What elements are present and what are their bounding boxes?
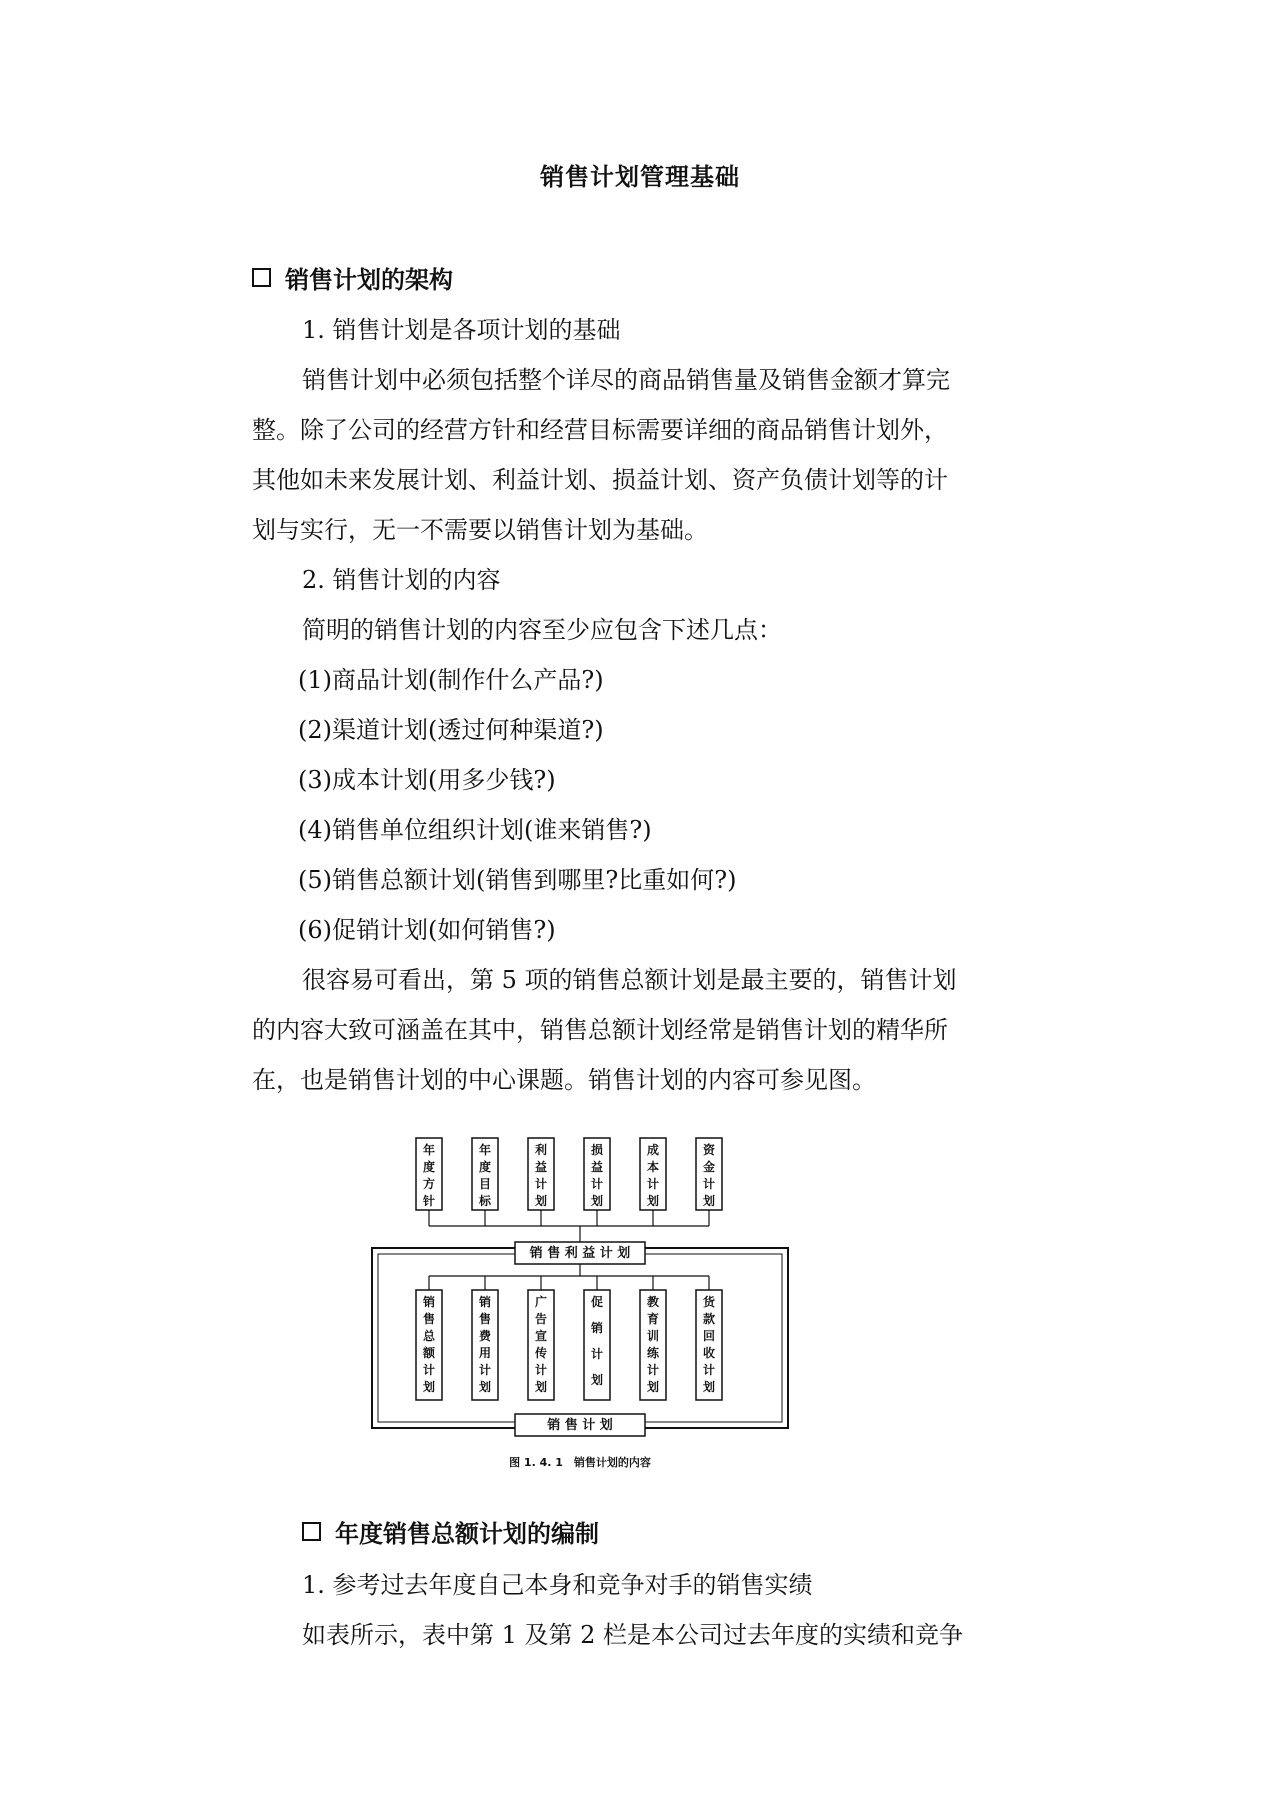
page-title: 销售计划管理基础 — [540, 163, 740, 191]
sub-box-char: 额 — [422, 1346, 436, 1360]
top-box-char: 计 — [702, 1177, 716, 1191]
sub-box-char: 育 — [646, 1312, 660, 1326]
top-box-char: 益 — [590, 1160, 604, 1174]
top-box-char: 成 — [646, 1143, 660, 1157]
top-box-char: 年 — [422, 1143, 436, 1157]
paragraph-line: 整。除了公司的经营方针和经营目标需要详细的商品销售计划外， — [252, 416, 948, 444]
sales-plan-diagram — [360, 1130, 800, 1490]
section-heading-annual — [302, 1514, 599, 1549]
sub-box-char: 收 — [702, 1346, 716, 1360]
sub-box-char: 售 — [478, 1312, 492, 1326]
sub-box-char: 划 — [478, 1380, 492, 1394]
sub-box-char: 费 — [478, 1329, 492, 1343]
sub-box-char: 宣 — [534, 1329, 548, 1343]
sub-box-char: 训 — [646, 1329, 660, 1343]
sub-box-char: 款 — [702, 1312, 716, 1326]
top-box-char: 计 — [646, 1177, 660, 1191]
sub-box-char: 划 — [422, 1380, 436, 1394]
subsection-label-past: 1. 参考过去年度自己本身和竞争对手的销售实绩 — [302, 1571, 813, 1599]
top-box-char: 资 — [702, 1143, 716, 1157]
sub-box-char: 销 — [422, 1295, 436, 1309]
checkbox-icon — [302, 1522, 321, 1541]
paragraph-line: 如表所示，表中第 1 及第 2 栏是本公司过去年度的实绩和竞争 — [302, 1621, 964, 1649]
diagram-svg — [360, 1130, 800, 1490]
top-box-char: 划 — [590, 1194, 604, 1208]
top-box-char: 计 — [534, 1177, 548, 1191]
list-item: (1)商品计划(制作什么产品?) — [298, 666, 604, 694]
section-heading-architecture — [252, 260, 453, 295]
top-connectors — [429, 1210, 709, 1242]
sub-box-char: 计 — [646, 1363, 660, 1377]
top-box-char: 益 — [534, 1160, 548, 1174]
sub-box-char: 计 — [590, 1347, 604, 1361]
middle-box-label: 销 售 利 益 计 划 — [529, 1246, 631, 1261]
sub-box-char: 货 — [702, 1295, 716, 1309]
top-box-char: 年 — [478, 1143, 492, 1157]
top-box-char: 金 — [702, 1160, 716, 1174]
bottom-box-label: 销 售 计 划 — [547, 1418, 613, 1433]
sub-box-char: 计 — [534, 1363, 548, 1377]
sub-box-char: 回 — [702, 1329, 716, 1343]
sub-connectors — [429, 1264, 709, 1290]
list-item: (3)成本计划(用多少钱?) — [298, 766, 556, 794]
top-box-char: 利 — [534, 1143, 548, 1157]
subsection-label-basis: 1. 销售计划是各项计划的基础 — [302, 316, 621, 344]
sub-box-char: 计 — [478, 1363, 492, 1377]
sub-box-char: 促 — [590, 1295, 604, 1309]
top-box-char: 划 — [702, 1194, 716, 1208]
list-item: (2)渠道计划(透过何种渠道?) — [298, 716, 604, 744]
sub-box-char: 练 — [646, 1346, 660, 1360]
top-box-char: 标 — [478, 1194, 492, 1208]
sub-box-char: 计 — [702, 1363, 716, 1377]
sub-box-char: 教 — [646, 1295, 660, 1309]
list-item: (5)销售总额计划(销售到哪里?比重如何?) — [298, 866, 737, 894]
top-box-char: 方 — [422, 1177, 436, 1191]
top-box-char: 度 — [422, 1160, 436, 1174]
top-box-char: 划 — [534, 1194, 548, 1208]
sub-box-char: 销 — [478, 1295, 492, 1309]
sub-box-char: 划 — [590, 1373, 604, 1387]
paragraph-line: 在，也是销售计划的中心课题。销售计划的内容可参见图。 — [252, 1066, 876, 1094]
sub-box-char: 传 — [534, 1346, 548, 1360]
top-box-char: 计 — [590, 1177, 604, 1191]
list-item: (6)促销计划(如何销售?) — [298, 916, 556, 944]
list-item: (4)销售单位组织计划(谁来销售?) — [298, 816, 652, 844]
paragraph-line: 很容易可看出，第 5 项的销售总额计划是最主要的，销售计划 — [302, 966, 957, 994]
top-box-char: 划 — [646, 1194, 660, 1208]
paragraph-line: 其他如未来发展计划、利益计划、损益计划、资产负债计划等的计 — [252, 466, 948, 494]
top-box-char: 针 — [422, 1194, 436, 1208]
sub-box-char: 售 — [422, 1312, 436, 1326]
sub-box-char: 销 — [590, 1321, 604, 1335]
top-box-char: 损 — [590, 1143, 604, 1157]
sub-box-char: 广 — [534, 1295, 548, 1309]
top-box-char: 本 — [646, 1160, 660, 1174]
sub-box-char: 划 — [702, 1380, 716, 1394]
paragraph-intro: 简明的销售计划的内容至少应包含下述几点： — [302, 616, 782, 644]
top-box-char: 度 — [478, 1160, 492, 1174]
paragraph-line: 的内容大致可涵盖在其中，销售总额计划经常是销售计划的精华所 — [252, 1016, 948, 1044]
section-heading-text: 销售计划的架构 — [285, 266, 453, 294]
sub-box-char: 计 — [422, 1363, 436, 1377]
section-heading-text: 年度销售总额计划的编制 — [335, 1520, 599, 1548]
top-boxes — [416, 1138, 722, 1210]
sub-box-char: 用 — [478, 1346, 492, 1360]
sub-box-char: 划 — [646, 1380, 660, 1394]
subsection-label-content: 2. 销售计划的内容 — [302, 566, 501, 594]
sub-box-char: 告 — [534, 1312, 548, 1326]
paragraph-line: 划与实行，无一不需要以销售计划为基础。 — [252, 516, 708, 544]
checkbox-icon — [252, 268, 271, 287]
sub-box-char: 总 — [422, 1329, 436, 1343]
sub-box-char: 划 — [534, 1380, 548, 1394]
diagram-caption: 图 1. 4. 1 销售计划的内容 — [509, 1456, 651, 1469]
paragraph-line: 销售计划中必须包括整个详尽的商品销售量及销售金额才算完 — [302, 366, 950, 394]
sub-boxes — [416, 1290, 722, 1400]
top-box-char: 目 — [478, 1177, 492, 1191]
